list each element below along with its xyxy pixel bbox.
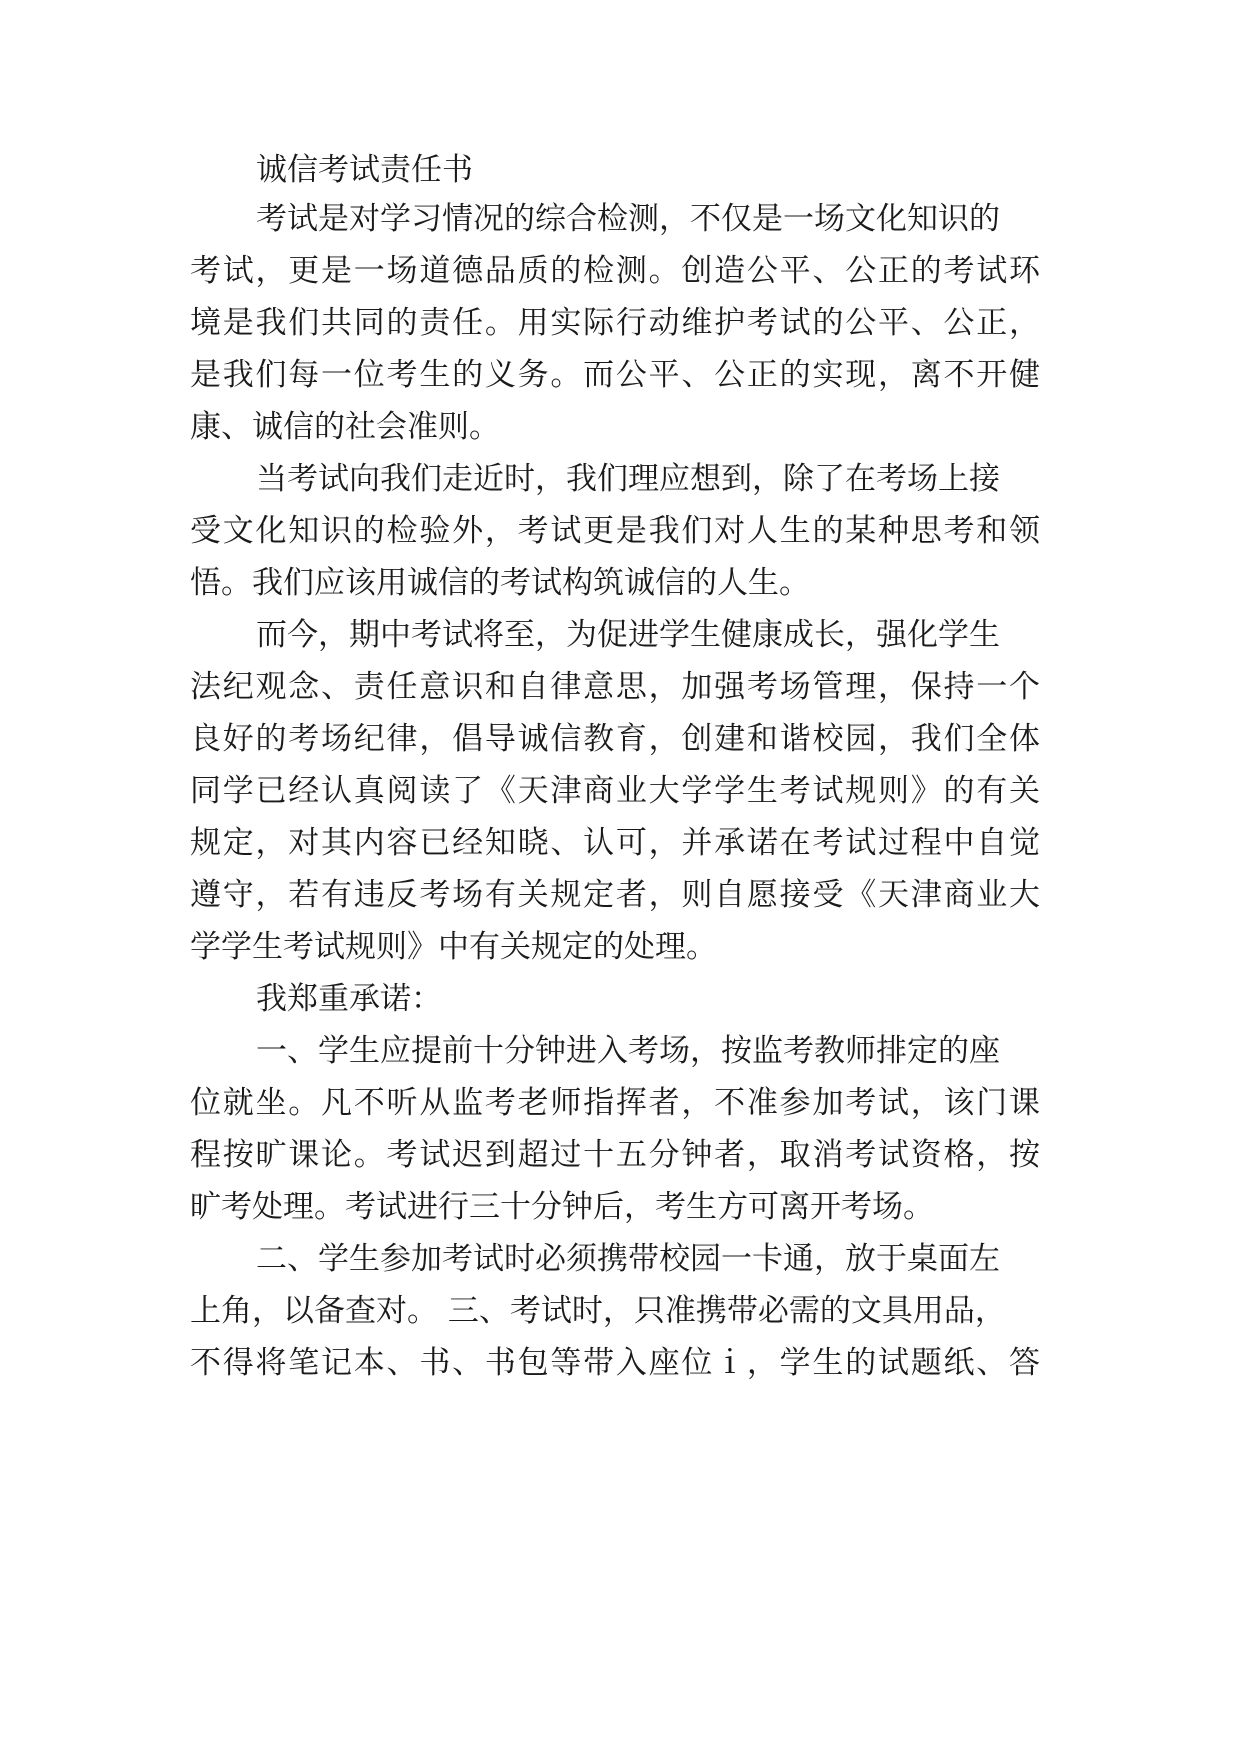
text-line: 上角，以备查对。 三、考试时，只准携带必需的文具用品， (190, 1293, 1006, 1329)
text-line: 我郑重承诺： (256, 981, 442, 1017)
document-title: 诚信考试责任书 (256, 152, 473, 188)
text-line: 考试，更是一场道德品质的检测。创造公平、公正的考试环 (190, 253, 1040, 289)
text-line: 二、学生参加考试时必须携带校园一卡通，放于桌面左 (256, 1241, 1000, 1277)
text-line: 法纪观念、责任意识和自律意思，加强考场管理，保持一个 (190, 669, 1040, 705)
text-line: 位就坐。凡不听从监考老师指挥者，不准参加考试，该门课 (190, 1085, 1040, 1121)
text-line: 考试是对学习情况的综合检测，不仅是一场文化知识的 (256, 201, 1000, 237)
text-line: 不得将笔记本、书、书包等带入座位ｉ，学生的试题纸、答 (190, 1345, 1040, 1381)
text-line: 悟。我们应该用诚信的考试构筑诚信的人生。 (190, 565, 810, 601)
text-line: 学学生考试规则》中有关规定的处理。 (190, 929, 717, 965)
text-line: 康、诚信的社会准则。 (190, 409, 500, 445)
text-line: 一、学生应提前十分钟进入考场，按监考教师排定的座 (256, 1033, 1000, 1069)
text-line: 规定，对其内容已经知晓、认可，并承诺在考试过程中自觉 (190, 825, 1040, 861)
text-line: 是我们每一位考生的义务。而公平、公正的实现，离不开健 (190, 357, 1040, 393)
text-line: 良好的考场纪律，倡导诚信教育，创建和谐校园，我们全体 (190, 721, 1040, 757)
text-line: 程按旷课论。考试迟到超过十五分钟者，取消考试资格，按 (190, 1137, 1040, 1173)
text-line: 受文化知识的检验外，考试更是我们对人生的某种思考和领 (190, 513, 1040, 549)
text-line: 而今，期中考试将至，为促进学生健康成长，强化学生 (256, 617, 1000, 653)
text-line: 同学已经认真阅读了《天津商业大学学生考试规则》的有关 (190, 773, 1040, 809)
text-line: 境是我们共同的责任。用实际行动维护考试的公平、公正， (190, 305, 1040, 341)
text-line: 当考试向我们走近时，我们理应想到，除了在考场上接 (256, 461, 1000, 497)
text-line: 遵守，若有违反考场有关规定者，则自愿接受《天津商业大 (190, 877, 1040, 913)
text-line: 旷考处理。考试进行三十分钟后，考生方可离开考场。 (190, 1189, 934, 1225)
